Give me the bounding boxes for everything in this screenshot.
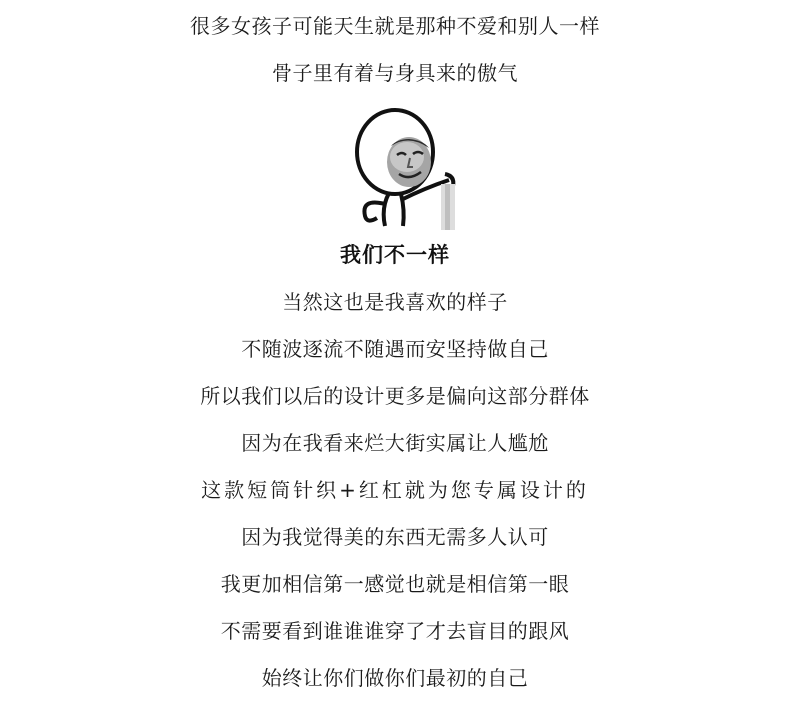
body-line: 当然这也是我喜欢的样子: [282, 290, 508, 314]
intro-line-2: 骨子里有着与身具来的傲气: [272, 61, 518, 85]
body-line: 不需要看到谁谁谁穿了才去盲目的跟风: [220, 619, 570, 643]
body-line: 因为在我看来烂大街实属让人尴尬: [241, 431, 549, 455]
body-line: 不随波逐流不随遇而安坚持做自己: [241, 337, 549, 361]
body-line: 我更加相信第一感觉也就是相信第一眼: [220, 572, 570, 596]
smug-face-meme-icon: [345, 100, 465, 232]
intro-line-1: 很多女孩子可能天生就是那种不爱和别人一样: [190, 14, 600, 38]
body-line: 始终让你们做你们最初的自己: [261, 666, 529, 690]
body-line: 所以我们以后的设计更多是偏向这部分群体: [200, 384, 590, 408]
meme-caption: 我们不一样: [340, 243, 450, 267]
body-line: 这款短筒针织+红杠就为您专属设计的: [201, 478, 589, 502]
body-line: 因为我觉得美的东西无需多人认可: [241, 525, 549, 549]
